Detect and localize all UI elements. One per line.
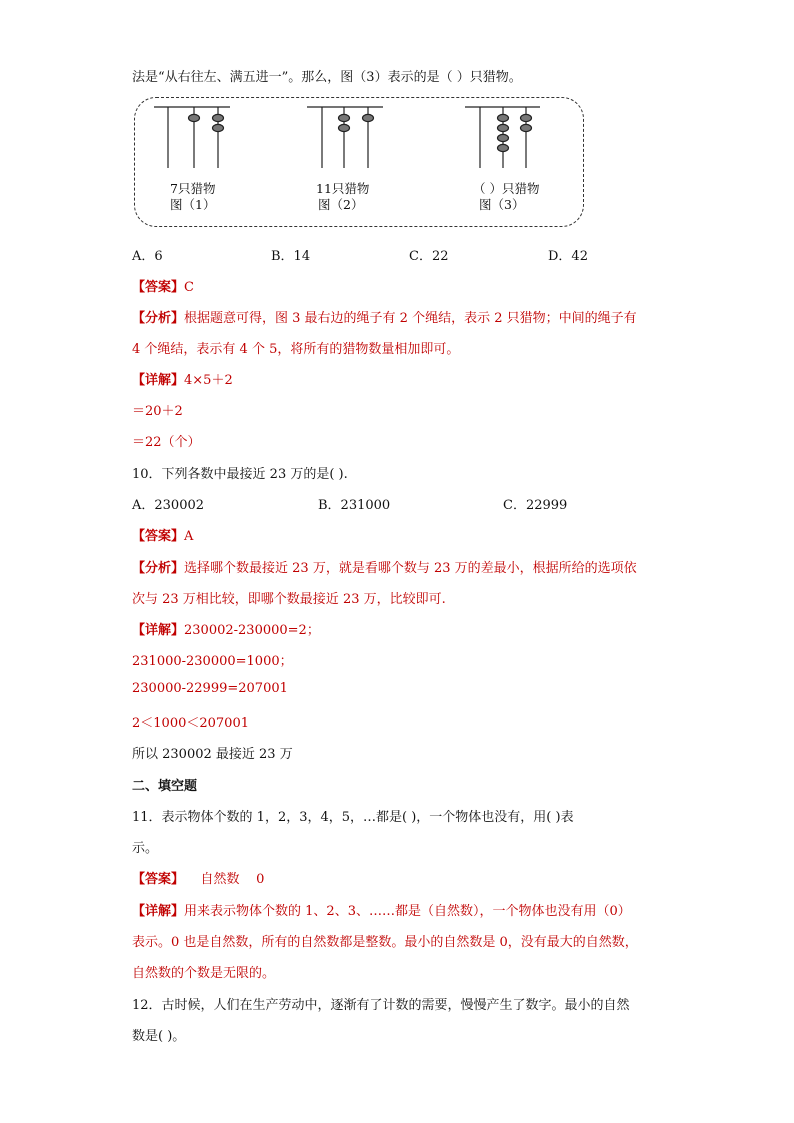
q11-detail-1	[132, 900, 631, 919]
figure-3-count: （ ）只猎物	[473, 181, 540, 196]
q9-detail-1	[132, 369, 233, 388]
q11-detail-3: 自然数的个数是无限的。	[132, 966, 276, 981]
knot	[213, 114, 224, 121]
knot	[339, 114, 350, 121]
detail-tag: 【详解】	[132, 623, 185, 638]
q9-analysis-2: 4 个绳结，表示有 4 个 5，将所有的猎物数量相加即可。	[132, 342, 460, 357]
knot	[498, 114, 509, 121]
q9-detail-3: ＝22（个）	[132, 435, 201, 450]
knot	[521, 124, 532, 131]
answer-value: A	[184, 529, 194, 544]
q10-stem: 10．下列各数中最接近 23 万的是( ).	[132, 467, 348, 482]
q9-analysis-1	[132, 307, 637, 326]
q10-analysis-2: 次与 23 万相比较，即哪个数最接近 23 万，比较即可.	[132, 592, 446, 607]
answer-tag: 【答案】	[132, 280, 185, 295]
knot	[363, 114, 374, 121]
q10-answer	[132, 525, 193, 544]
intro-line: 法是“从右往左、满五进一”。那么，图（3）表示的是（ ）只猎物。	[132, 70, 522, 85]
knot	[498, 124, 509, 131]
figure-3-label: 图（3）	[479, 197, 525, 212]
answer-value: C	[184, 280, 194, 295]
detail-text: 用来表示物体个数的 1、2、3、……都是（自然数），一个物体也没有用（0）	[184, 904, 631, 919]
answer-tag: 【答案】	[132, 872, 185, 887]
q9-detail-2: ＝20＋2	[132, 404, 183, 419]
q10-detail-2: 231000-230000=1000；	[132, 654, 293, 669]
q12-stem-2: 数是( )。	[132, 1029, 186, 1044]
figure-2-count: 11只猎物	[316, 181, 370, 196]
q10-detail-1	[132, 619, 320, 638]
q9-option-a: A．6	[132, 249, 163, 264]
q10-option-a: A．230002	[132, 498, 205, 513]
q10-option-c: C．22999	[503, 498, 568, 513]
answer-value: 自然数 0	[184, 872, 265, 887]
detail-tag: 【详解】	[132, 373, 185, 388]
section-title: 二、填空题	[132, 779, 198, 794]
q10-conclusion: 所以 230002 最接近 23 万	[132, 747, 293, 762]
answer-tag: 【答案】	[132, 529, 185, 544]
q10-option-b: B．231000	[318, 498, 391, 513]
q9-answer	[132, 276, 194, 295]
figure-1-count: 7只猎物	[170, 181, 216, 196]
figure-2-label: 图（2）	[318, 197, 364, 212]
knot-rope-diagram	[0, 0, 794, 240]
knot	[339, 124, 350, 131]
q10-analysis-1	[132, 557, 637, 576]
q10-detail-3: 230000-22999=207001	[132, 681, 288, 696]
knot	[521, 114, 532, 121]
detail-text: 230002-230000=2；	[184, 623, 320, 638]
figure-1-label: 图（1）	[170, 197, 216, 212]
q11-detail-2: 表示。0 也是自然数，所有的自然数都是整数。最小的自然数是 0，没有最大的自然数，	[132, 935, 638, 950]
detail-tag: 【详解】	[132, 904, 185, 919]
knot	[498, 134, 509, 141]
analysis-text: 选择哪个数最接近 23 万，就是看哪个数与 23 万的差最小，根据所给的选项依	[184, 561, 637, 576]
analysis-text: 根据题意可得，图 3 最右边的绳子有 2 个绳结，表示 2 只猎物；中间的绳子有	[184, 311, 637, 326]
knot	[189, 114, 200, 121]
knot	[213, 124, 224, 131]
analysis-tag: 【分析】	[132, 311, 185, 326]
q11-stem-1: 11．表示物体个数的 1，2，3，4，5，…都是( )，一个物体也没有，用( )表	[132, 810, 574, 825]
q9-option-c: C．22	[409, 249, 449, 264]
knot	[498, 144, 509, 151]
detail-text: 4×5＋2	[184, 373, 233, 388]
q11-stem-2: 示。	[132, 841, 159, 856]
q11-answer	[132, 868, 264, 887]
q10-detail-4: 2＜1000＜207001	[132, 716, 249, 731]
analysis-tag: 【分析】	[132, 561, 185, 576]
q12-stem-1: 12．古时候，人们在生产劳动中，逐渐有了计数的需要，慢慢产生了数字。最小的自然	[132, 998, 630, 1013]
q9-option-b: B．14	[271, 249, 311, 264]
q9-option-d: D．42	[548, 249, 588, 264]
